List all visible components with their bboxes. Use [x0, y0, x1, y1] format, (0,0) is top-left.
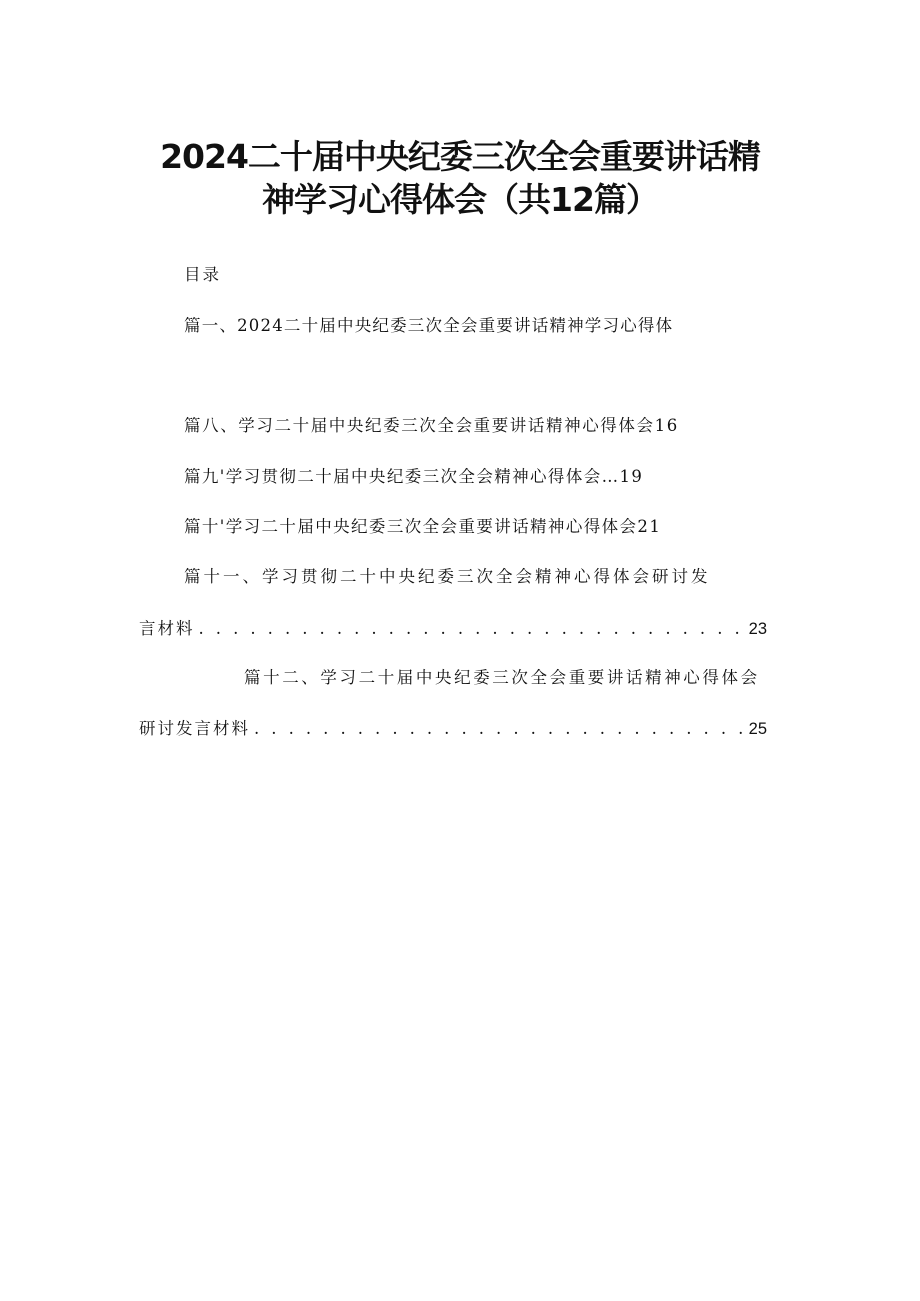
- toc-entry-8[interactable]: 篇八、学习二十届中央纪委三次全会重要讲话精神心得体会16: [184, 416, 679, 435]
- toc-entry-12-page-number: 25: [748, 720, 767, 738]
- toc-entry-12-line-1[interactable]: 篇十二、学习二十届中央纪委三次全会重要讲话精神心得体会: [244, 668, 760, 687]
- toc-entry-12-text: 研讨发言材料: [139, 719, 250, 738]
- document-title-line-1: 2024二十届中央纪委三次全会重要讲话精: [160, 137, 760, 176]
- toc-entry-11-page-number: 23: [748, 620, 767, 638]
- toc-entry-10[interactable]: 篇十'学习二十届中央纪委三次全会重要讲话精神心得体会21: [184, 517, 662, 536]
- toc-entry-1[interactable]: 篇一、2024二十届中央纪委三次全会重要讲话精神学习心得体: [184, 316, 674, 335]
- toc-entry-9[interactable]: 篇九'学习贯彻二十届中央纪委三次全会精神心得体会…19: [184, 467, 644, 486]
- toc-entry-11-line-1[interactable]: 篇十一、学习贯彻二十中央纪委三次全会精神心得体会研讨发: [184, 567, 711, 586]
- toc-entry-11-text: 言材料: [139, 619, 195, 638]
- toc-entry-12-line-2[interactable]: [139, 718, 767, 740]
- toc-entry-11-line-2[interactable]: [139, 618, 767, 640]
- document-title-line-2: 神学习心得体会（共12篇）: [262, 180, 658, 219]
- toc-leader-dots: [254, 718, 745, 740]
- toc-leader-dots: [199, 618, 745, 640]
- toc-heading: 目录: [184, 265, 221, 284]
